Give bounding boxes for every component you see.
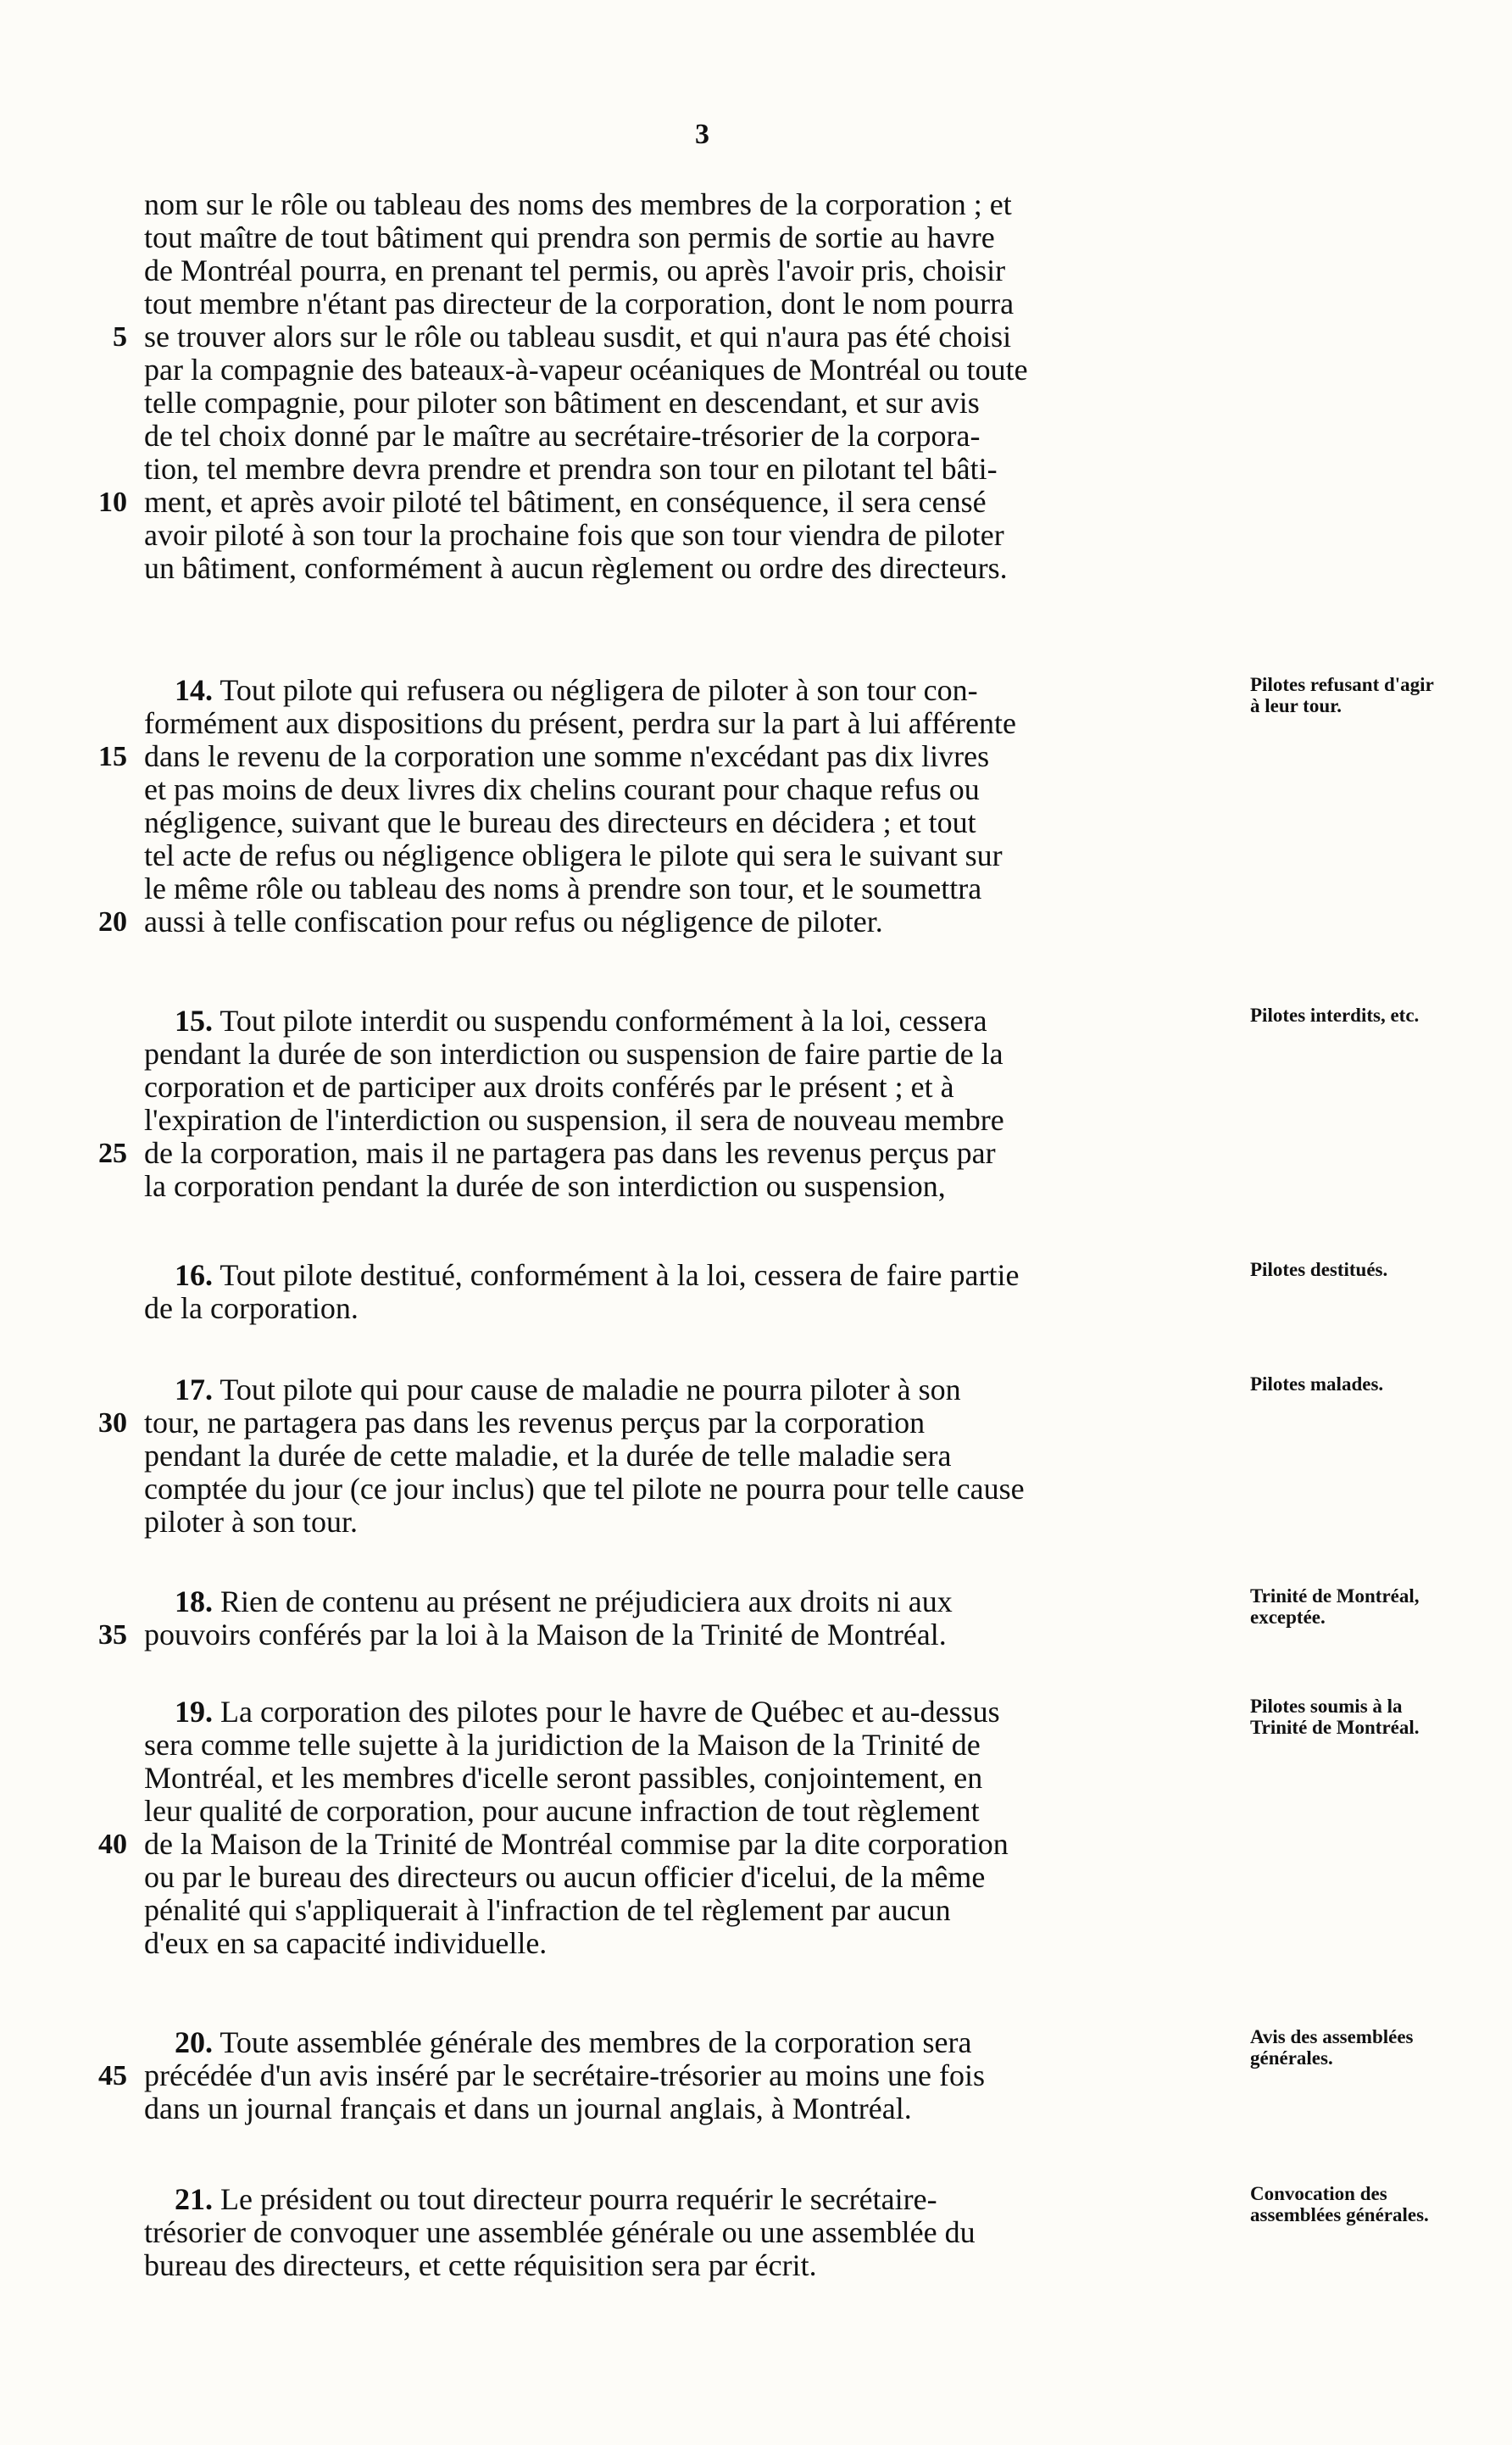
text-line: telle compagnie, pour piloter son bâtiment en descendant, et sur avis [144, 386, 980, 420]
text-line: tout membre n'étant pas directeur de la corporation, dont le nom pourra [144, 287, 1014, 320]
text-line: 14. Tout pilote qui refusera ou négligera de piloter à son tour con- [175, 673, 978, 707]
text-line: et pas moins de deux livres dix chelins courant pour chaque refus ou [144, 772, 980, 806]
text-line: 5 se trouver alors sur le rôle ou tableau susdit, et qui n'aura pas été choisi [144, 320, 1237, 354]
margin-note-17: Pilotes malades. [1250, 1373, 1384, 1395]
margin-note-19: Pilotes soumis à la Trinité de Montréal. [1250, 1696, 1420, 1738]
text-line: pendant la durée de son interdiction ou suspension de faire partie de la [144, 1037, 1003, 1071]
text-line: 20. Toute assemblée générale des membres de la corporation sera [175, 2025, 972, 2059]
text-line: le même rôle ou tableau des noms à prendre son tour, et le soumettra [144, 872, 982, 905]
line-number: 20 [98, 906, 127, 938]
article-14 [98, 673, 1237, 938]
text-line: 25 de la corporation, mais il ne partagera pas dans les revenus perçus par [144, 1137, 1237, 1170]
text-line: de Montréal pourra, en prenant tel permis, ou après l'avoir pris, choisir [144, 253, 1006, 287]
line-number: 45 [98, 2060, 127, 2091]
line-number: 10 [98, 487, 127, 518]
text-line: d'eux en sa capacité individuelle. [144, 1926, 548, 1960]
text-line: de tel choix donné par le maître au secrétaire-trésorier de la corpora- [144, 419, 981, 453]
article-number: 16. [175, 1258, 213, 1292]
intro-paragraph [98, 187, 1237, 585]
text-line: dans un journal français et dans un journal anglais, à Montréal. [144, 2091, 912, 2125]
text-line: un bâtiment, conformément à aucun règlement ou ordre des directeurs. [144, 551, 1008, 585]
text-line: Montréal, et les membres d'icelle seront passibles, conjointement, en [144, 1761, 983, 1795]
article-20 [98, 2025, 1237, 2125]
text-line: de la corporation. [144, 1291, 359, 1325]
article-16 [144, 1259, 1237, 1325]
text-line: 17. Tout pilote qui pour cause de maladie ne pourra piloter à son [175, 1373, 961, 1406]
margin-note-16: Pilotes destitués. [1250, 1259, 1388, 1280]
text-line: l'expiration de l'interdiction ou suspension, il sera de nouveau membre [144, 1103, 1004, 1137]
text-line: 35 pouvoirs conférés par la loi à la Maison de la Trinité de Montréal. [144, 1618, 1237, 1651]
text-line: 20 aussi à telle confiscation pour refus ou négligence de piloter. [144, 905, 1237, 938]
article-number: 20. [175, 2025, 213, 2059]
line-number: 5 [113, 321, 127, 353]
text-line: pénalité qui s'appliquerait à l'infraction de tel règlement par aucun [144, 1893, 951, 1927]
text-line: leur qualité de corporation, pour aucune infraction de tout règlement [144, 1794, 980, 1828]
article-number: 18. [175, 1585, 213, 1618]
text-line: ou par le bureau des directeurs ou aucun officier d'icelui, de la même [144, 1860, 986, 1894]
article-number: 14. [175, 673, 213, 707]
text-line: trésorier de convoquer une assemblée générale ou une assemblée du [144, 2215, 976, 2249]
text-line: corporation et de participer aux droits conférés par le présent ; et à [144, 1070, 954, 1104]
margin-note-14: Pilotes refusant d'agir à leur tour. [1250, 674, 1434, 716]
text-line: la corporation pendant la durée de son interdiction ou suspension, [144, 1169, 946, 1203]
line-number: 25 [98, 1138, 127, 1169]
text-line: 19. La corporation des pilotes pour le havre de Québec et au-dessus [175, 1695, 1000, 1729]
text-line: avoir piloté à son tour la prochaine fois que son tour viendra de piloter [144, 518, 1004, 552]
article-number: 21. [175, 2182, 213, 2216]
text-line: sera comme telle sujette à la juridiction de la Maison de la Trinité de [144, 1728, 981, 1762]
text-line: 30 tour, ne partagera pas dans les revenus perçus par la corporation [144, 1406, 1237, 1440]
text-line: 15 dans le revenu de la corporation une somme n'excédant pas dix livres [144, 740, 1237, 773]
text-line: par la compagnie des bateaux-à-vapeur océaniques de Montréal ou toute [144, 353, 1028, 387]
margin-note-21: Convocation des assemblées générales. [1250, 2183, 1429, 2225]
text-line: bureau des directeurs, et cette réquisition sera par écrit. [144, 2248, 817, 2282]
article-number: 15. [175, 1004, 213, 1038]
text-line: tel acte de refus ou négligence obligera le pilote qui sera le suivant sur [144, 838, 1003, 872]
text-line: nom sur le rôle ou tableau des noms des membres de la corporation ; et [144, 187, 1012, 221]
text-line: négligence, suivant que le bureau des directeurs en décidera ; et tout [144, 805, 976, 839]
article-number: 19. [175, 1695, 213, 1729]
text-line: tion, tel membre devra prendre et prendra son tour en pilotant tel bâti- [144, 452, 998, 486]
text-line: 21. Le président ou tout directeur pourra requérir le secrétaire- [175, 2182, 937, 2216]
margin-note-20: Avis des assemblées générales. [1250, 2026, 1414, 2069]
article-number: 17. [175, 1373, 213, 1406]
text-line: 10 ment, et après avoir piloté tel bâtiment, en conséquence, il sera censé [144, 486, 1237, 519]
article-21 [144, 2183, 1237, 2282]
margin-note-15: Pilotes interdits, etc. [1250, 1005, 1420, 1026]
text-line: comptée du jour (ce jour inclus) que tel pilote ne pourra pour telle cause [144, 1472, 1025, 1506]
text-line: 18. Rien de contenu au présent ne préjudiciera aux droits ni aux [175, 1585, 953, 1618]
text-line: piloter à son tour. [144, 1505, 358, 1539]
page-number: 3 [695, 119, 710, 150]
article-15 [98, 1004, 1237, 1203]
article-19 [98, 1695, 1237, 1960]
text-line: 45 précédée d'un avis inséré par le secrétaire-trésorier au moins une fois [144, 2059, 1237, 2092]
text-line: formément aux dispositions du présent, perdra sur la part à lui afférente [144, 706, 1017, 740]
line-number: 35 [98, 1619, 127, 1651]
article-17 [98, 1373, 1237, 1539]
line-number: 15 [98, 741, 127, 772]
line-number: 40 [98, 1829, 127, 1860]
text-line: tout maître de tout bâtiment qui prendra son permis de sortie au havre [144, 220, 995, 254]
text-line: 15. Tout pilote interdit ou suspendu conformément à la loi, cessera [175, 1004, 987, 1038]
margin-note-18: Trinité de Montréal, exceptée. [1250, 1585, 1420, 1628]
text-line: pendant la durée de cette maladie, et la durée de telle maladie sera [144, 1439, 952, 1473]
line-number: 30 [98, 1407, 127, 1439]
article-18 [98, 1585, 1237, 1651]
text-line: 16. Tout pilote destitué, conformément à la loi, cessera de faire partie [175, 1258, 1020, 1292]
text-line: 40 de la Maison de la Trinité de Montréal commise par la dite corporation [144, 1828, 1237, 1861]
